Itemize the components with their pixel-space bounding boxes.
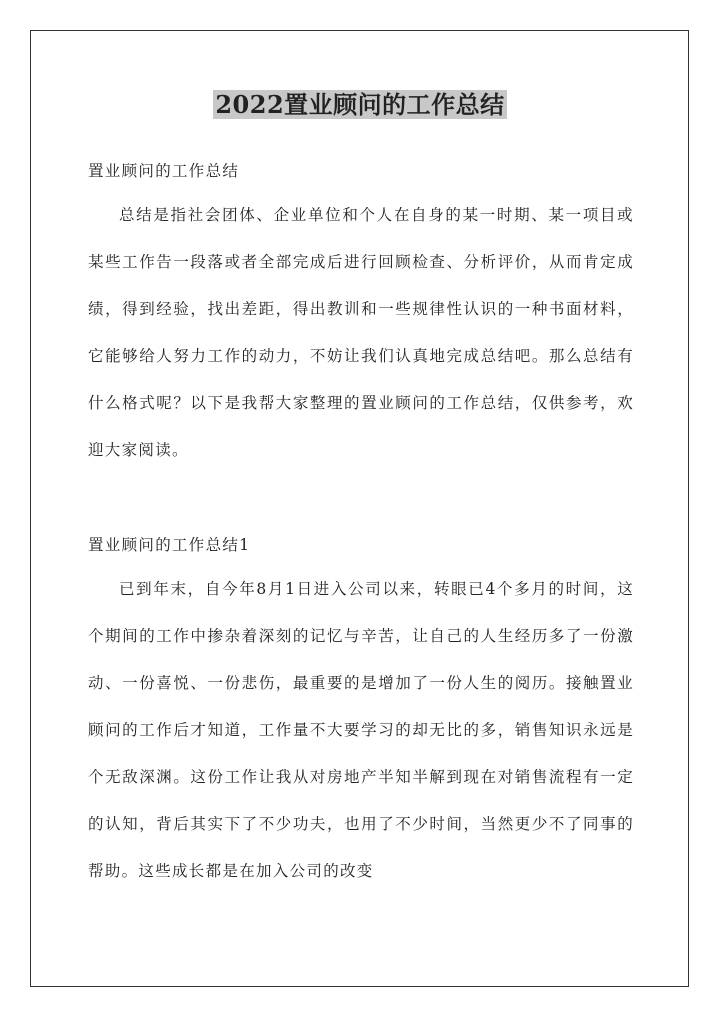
intro-heading: 置业顾问的工作总结 [88,162,240,180]
section1-heading: 置业顾问的工作总结1 [88,536,251,554]
document-title [0,88,720,122]
section1-paragraph: 已到年末，自今年8月1日进入公司以来，转眼已4个多月的时间，这个期间的工作中掺杂着深刻的记忆与辛苦，让自己的人生经历多了一份激动、一份喜悦、一份悲伤，最重要的是增加了一份人生的阅历。接触置业顾问的工作后才知道，工作量不大要学习的却无比的多，销售知识永远是个无敌深渊。这份工作让我从对房地产半知半解到现在对销售流程有一定的认知，背后其实下了不少功夫，也用了不少时间，当然更少不了同事的帮助。这些成长都是在加入公司的改变 [88,580,634,880]
document-title-text: 2022置业顾问的工作总结 [215,90,505,119]
intro-paragraph: 总结是指社会团体、企业单位和个人在自身的某一时期、某一项目或某些工作告一段落或者全部完成后进行回顾检查、分析评价，从而肯定成绩，得到经验，找出差距，得出教训和一些规律性认识的一种书面材料，它能够给人努力工作的动力，不妨让我们认真地完成总结吧。那么总结有什么格式呢？以下是我帮大家整理的置业顾问的工作总结，仅供参考，欢迎大家阅读。 [88,206,634,459]
